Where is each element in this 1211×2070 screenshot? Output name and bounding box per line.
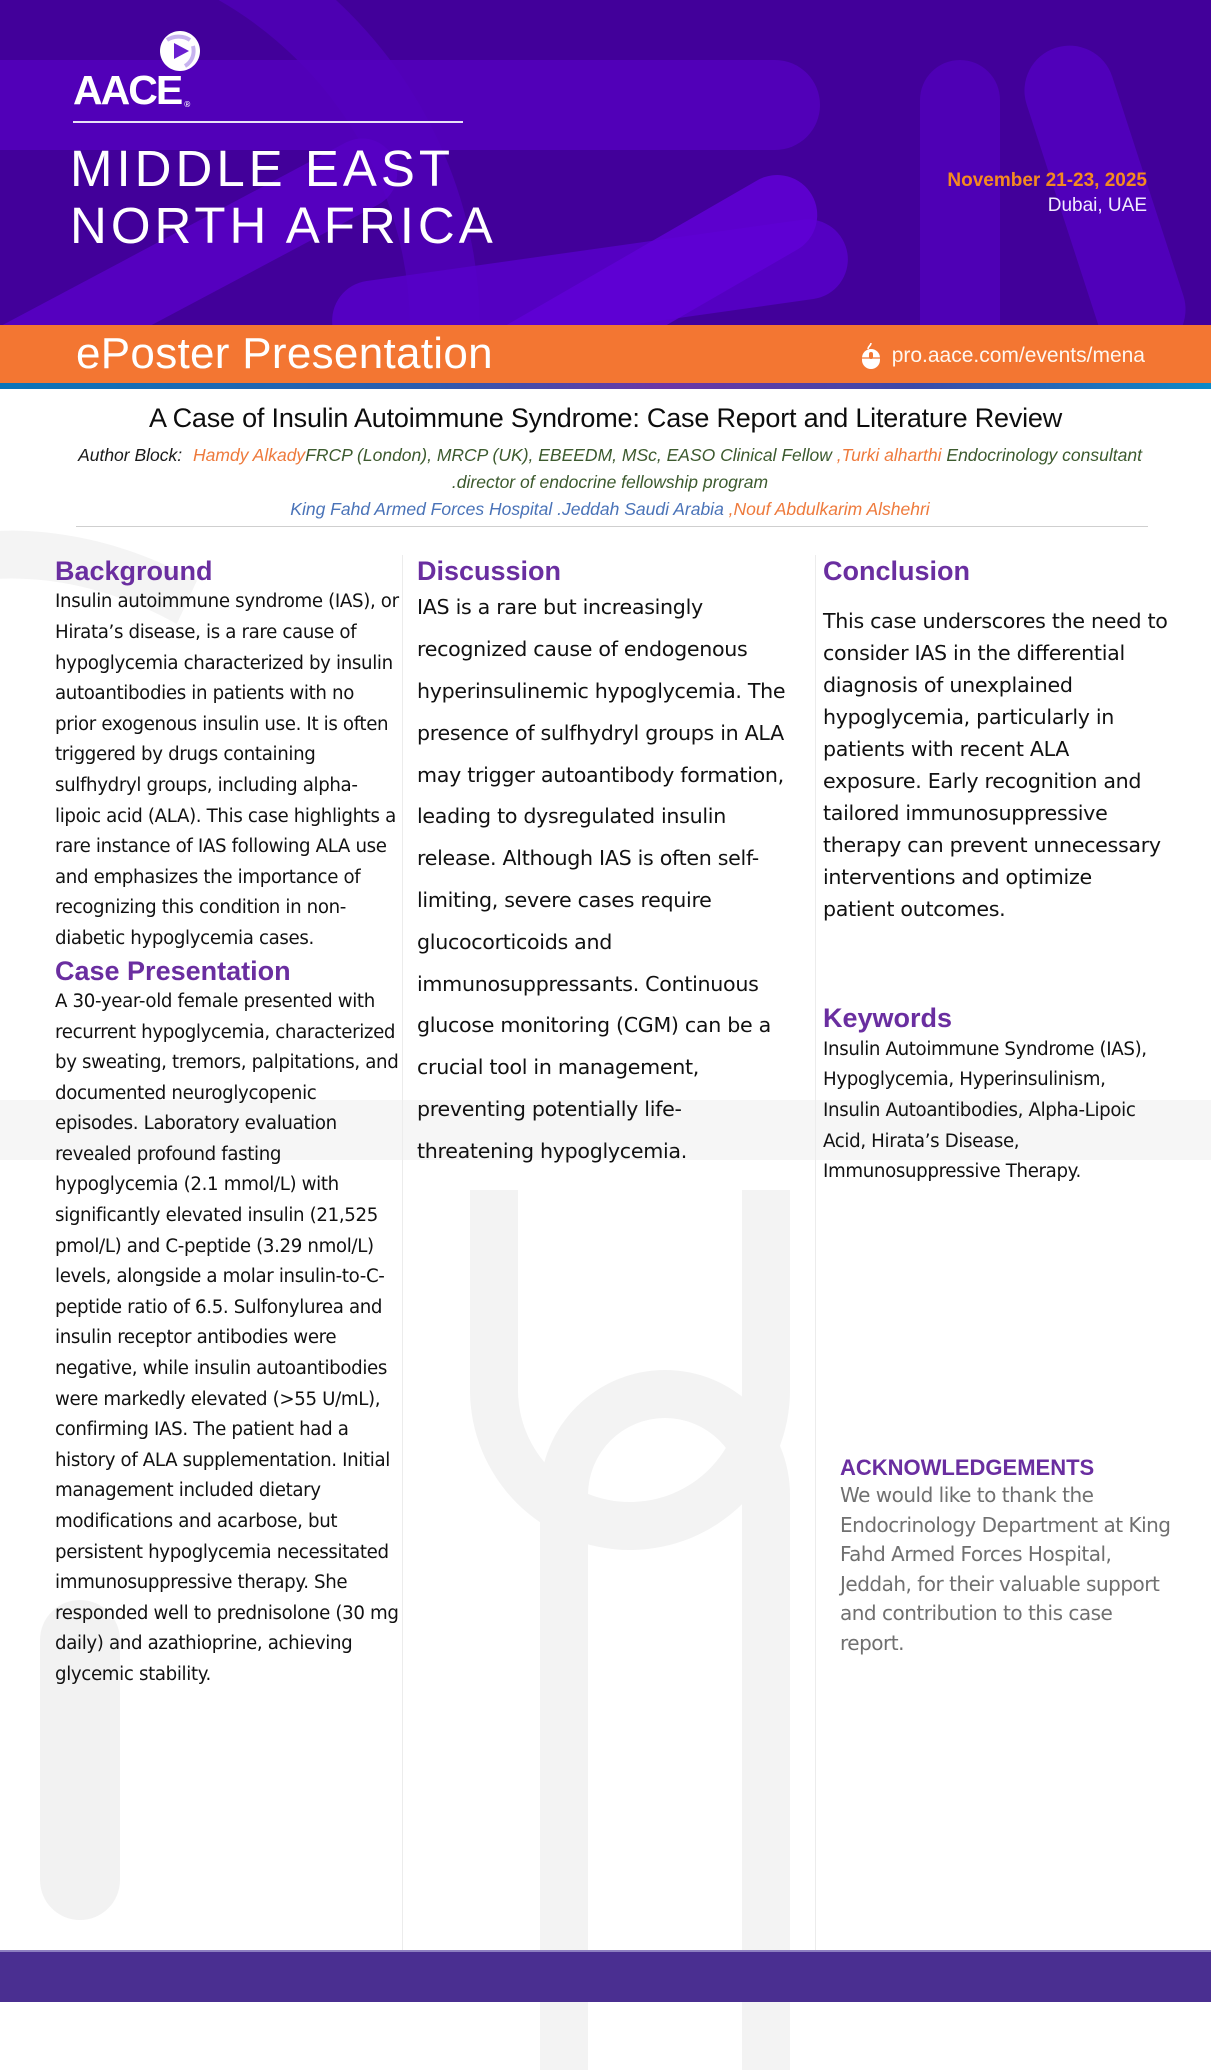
eposter-title: ePoster Presentation — [76, 329, 493, 378]
section-heading: Keywords — [823, 1003, 953, 1034]
case-presentation-section — [55, 955, 400, 1691]
section-body: IAS is a rare but increasingly recognized cause of endogenous hyperinsulinemic hypoglycemia. The presence of sulfhydryl groups in ALA may trigger autoantibody formation, leading to dysregulated insulin release. Although IAS is often self-limiting, severe cases require glucocorticoids and immunosuppressants. Continuous glucose monitoring (CGM) can be a crucial tool in management, preventing potentially life-threatening hypoglycemia. — [417, 595, 786, 1163]
author-separator: , — [728, 499, 734, 519]
author-separator: , — [836, 445, 842, 465]
column-right — [823, 555, 1168, 1188]
section-body: We would like to thank the Endocrinology Department at King Fahd Armed Forces Hospital, Jeddah, for their valuable support and contribution to this case report. — [840, 1483, 1171, 1655]
author-name: Nouf Abdulkarim Alshehri — [733, 499, 930, 519]
gradient-stripe — [0, 383, 1211, 389]
section-heading: Case Presentation — [55, 955, 291, 986]
section-heading: ACKNOWLEDGEMENTS — [840, 1455, 1095, 1480]
column-divider — [402, 555, 403, 1950]
event-location: Dubai, UAE — [1047, 195, 1147, 216]
column-divider — [815, 555, 816, 1950]
author-block — [70, 442, 1150, 523]
section-body: A 30-year-old female presented with recurrent hypoglycemia, characterized by sweating, tremors, palpitations, and documented neuroglycopenic episodes. Laboratory evaluation revealed profound fasting hypoglycemia (2.1 mmol/L) with significantly elevated insulin (21,525 pmol/L) and C-peptide (3.29 nmol/L) levels, alongside a molar insulin-to-C-peptide ratio of 6.5. Sulfonylurea and insulin receptor antibodies were negative, while insulin autoantibodies were markedly elevated (>55 U/mL), confirming IAS. The patient had a history of ALA supplementation. Initial management included dietary modifications and acarbose, but persistent hypoglycemia necessitated immunosuppressive therapy. She responded well to prednisolone (30 mg daily) and azathioprine, achieving glycemic stability. — [55, 990, 399, 1685]
aace-knot-icon — [157, 28, 203, 74]
background-section — [55, 555, 400, 955]
decorative-tube — [920, 60, 1000, 325]
region-line-2: NORTH AFRICA — [70, 197, 497, 254]
region-line-1: MIDDLE EAST — [70, 140, 455, 197]
discussion-section — [417, 555, 792, 1173]
section-heading: Background — [55, 556, 213, 586]
banner-divider — [73, 121, 463, 123]
author-block-label: Author Block: — [78, 445, 183, 465]
column-left — [55, 555, 400, 1691]
logo-wordmark: AACE — [73, 67, 182, 113]
author-credentials: FRCP (London), MRCP (UK), EBEEDM, MSc, EASO Clinical Fellow — [305, 445, 837, 465]
column-middle — [417, 555, 792, 1173]
eposter-band — [0, 325, 1211, 383]
event-website-link[interactable] — [860, 342, 1145, 370]
mouse-icon — [860, 342, 882, 370]
event-date: November 21-23, 2025 — [947, 170, 1147, 191]
section-heading: Discussion — [417, 556, 562, 586]
aace-logo — [73, 30, 191, 111]
affiliation: King Fahd Armed Forces Hospital .Jeddah Saudi Arabia — [290, 499, 729, 519]
section-heading: Conclusion — [823, 556, 970, 586]
title-divider — [76, 526, 1148, 527]
author-role: Endocrinology consultant .director of endocrine fellowship program — [451, 445, 1142, 492]
section-body: Insulin autoimmune syndrome (IAS), or Hirata’s disease, is a rare cause of hypoglycemia characterized by insulin autoantibodies in patients with no prior exogenous insulin use. It is often triggered by drugs containing sulfhydryl groups, including alpha-lipoic acid (ALA). This case highlights a rare instance of IAS following ALA use and emphasizes the importance of recognizing this condition in non-diabetic hypoglycemia cases. — [55, 591, 399, 949]
header-banner — [0, 0, 1211, 325]
footer-band — [0, 1950, 1211, 2002]
section-body: Insulin Autoimmune Syndrome (IAS), Hypoglycemia, Hyperinsulinism, Insulin Autoantibodies, Alpha-Lipoic Acid, Hirata’s Disease, Immunosuppressive Therapy. — [823, 1038, 1147, 1183]
section-body: This case underscores the need to consider IAS in the differential diagnosis of unexplained hypoglycemia, particularly in patients with recent ALA exposure. Early recognition and tailored immunosuppressive therapy can prevent unnecessary interventions and optimize patient outcomes. — [823, 609, 1168, 922]
author-name: Hamdy Alkady — [193, 445, 306, 465]
registered-mark: ® — [183, 100, 192, 109]
conclusion-section — [823, 555, 1168, 925]
keywords-section — [823, 1002, 1168, 1187]
acknowledgements-section — [840, 1455, 1180, 1658]
author-name: Turki alharthi — [841, 445, 942, 465]
poster-title: A Case of Insulin Autoimmune Syndrome: Case Report and Literature Review — [148, 403, 1063, 433]
event-website-url[interactable]: pro.aace.com/events/mena — [891, 344, 1145, 367]
